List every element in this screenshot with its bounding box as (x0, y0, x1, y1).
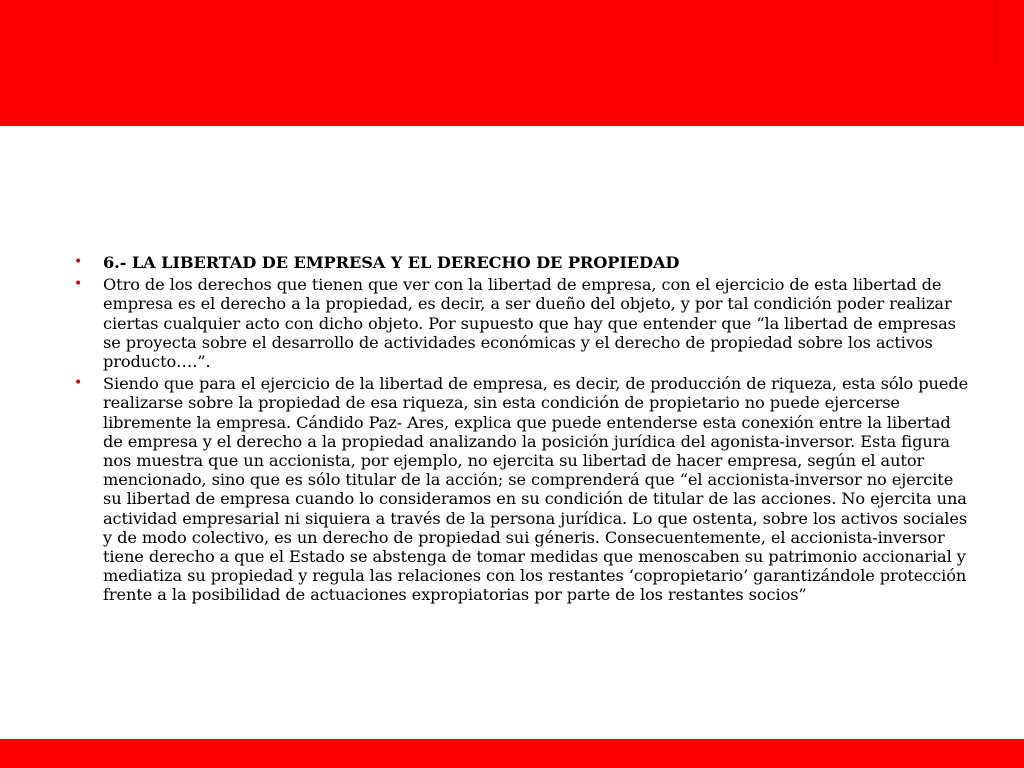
bullet-paragraph-1 (74, 275, 974, 371)
paragraph-text: Otro de los derechos que tienen que ver con la libertad de empresa, con el ejercicio de esta libertad de empresa es el derecho a la propiedad, es decir, a ser dueño del objeto, y por tal condición poder realizar ciertas cualquier acto con dicho objeto. Por supuesto que hay que entender que “la libertad de empresas se proyecta sobre el desarrollo de actividades económicas y el derecho de propiedad sobre los activos producto….”. (103, 275, 956, 372)
bullet-dot-icon: • (74, 276, 83, 293)
top-accent-line (996, 0, 997, 66)
bullet-dot-icon: • (74, 254, 83, 270)
slide-content (74, 253, 974, 608)
bottom-red-band (0, 739, 1024, 768)
bullet-list (74, 253, 974, 605)
bullet-heading (74, 253, 974, 272)
bullet-dot-icon: • (74, 375, 83, 392)
section-heading: 6.- LA LIBERTAD DE EMPRESA Y EL DERECHO DE PROPIEDAD (103, 253, 680, 272)
paragraph-text: Siendo que para el ejercicio de la libertad de empresa, es decir, de producción de riqueza, esta sólo puede realizarse sobre la propiedad de esa riqueza, sin esta condición de propietario no puede ejercerse libremente la empresa. Cándido Paz- Ares, explica que puede entenderse esta conexión entre la libertad de empresa y el derecho a la propiedad analizando la posición jurídica del agonista-inversor. Esta figura nos muestra que un accionista, por ejemplo, no ejercita su libertad de hacer empresa, según el autor mencionado, sino que es sólo titular de la acción; se comprenderá que “el accionista-inversor no ejercite su libertad de empresa cuando lo consideramos en su condición de titular de las acciones. No ejercita una actividad empresarial ni siquiera a través de la persona jurídica. Lo que ostenta, sobre los activos sociales y de modo colectivo, es un derecho de propiedad sui géneris. Consecuentemente, el accionista-inversor tiene derecho a que el Estado se abstenga de tomar medidas que menoscaben su patrimonio accionarial y mediatiza su propiedad y regula las relaciones con los restantes ‘copropietario’ garantizándole protección frente a la posibilidad de actuaciones expropiatorias por parte de los restantes socios” (103, 374, 969, 605)
top-red-band (0, 0, 1024, 126)
bullet-paragraph-2 (74, 374, 974, 604)
